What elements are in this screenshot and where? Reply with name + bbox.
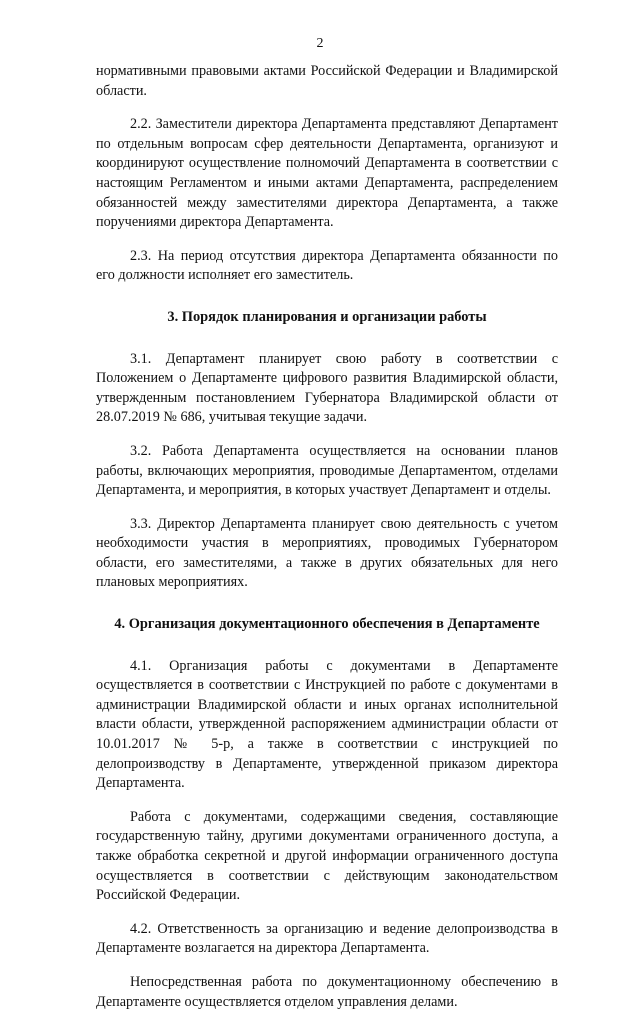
paragraph-4-2-direct: Непосредственная работа по документационному обеспечению в Департаменте осуществляется отделом управления делами. (96, 973, 558, 1010)
paragraph-4-1-secret: Работа с документами, содержащими сведения, составляющие государственную тайну, другими документами ограниченного доступа, а также обработка секретной и другой информации ограниченного доступа осуществляется в соответствии с действующим законодательством Российской Федерации. (96, 808, 558, 904)
paragraph-3-2: 3.2. Работа Департамента осуществляется на основании планов работы, включающих мероприятия, проводимые Департаментом, отделами Департамента, и мероприятия, в которых участвует Департамент и отделы. (96, 442, 558, 499)
paragraph-continuation: нормативными правовыми актами Российской Федерации и Владимирской области. (96, 63, 558, 99)
paragraph-2-2: 2.2. Заместители директора Департамента представляют Департамент по отдельным вопросам сфер деятельности Департамента, организуют и координируют осуществление полномочий Департамента в соответствии с настоящим Регламентом и иными актами Департамента, распределением обязанностей между заместителями директора Департамента, а также поручениями директора Департамента. (96, 116, 558, 231)
paragraph-2-3: 2.3. На период отсутствия директора Департамента обязанности по его должности исполняет его заместитель. (96, 247, 558, 284)
document-body (96, 62, 558, 1012)
paragraph-3-3: 3.3. Директор Департамента планирует свою деятельность с учетом необходимости участия в мероприятиях, проводимых Губернатором области, его заместителями, а также в других обязательных для него плановых мероприятиях. (96, 515, 558, 591)
paragraph-3-1: 3.1. Департамент планирует свою работу в соответствии с Положением о Департаменте цифрового развития Владимирской области, утвержденным постановлением Губернатора Владимирской области от 28.07.2019 № 686, учитывая текущие задачи. (96, 350, 558, 426)
page-number: 2 (316, 36, 324, 51)
paragraph-4-1: 4.1. Организация работы с документами в Департаменте осуществляется в соответствии с Инструкцией по работе с документами в администрации Владимирской области и иных органах исполнительной власти области, утвержденной распоряжением администрации области от 10.01.2017 № 5-р, а также в соответствии с инструкцией по делопроизводству в Департаменте, утвержденной приказом директора Департамента. (96, 657, 558, 792)
section-heading-4: 4. Организация документационного обеспечения в Департаменте (114, 616, 540, 633)
section-heading-3: 3. Порядок планирования и организации работы (167, 308, 487, 325)
paragraph-4-2: 4.2. Ответственность за организацию и ведение делопроизводства в Департаменте возлагается на директора Департамента. (96, 920, 558, 957)
